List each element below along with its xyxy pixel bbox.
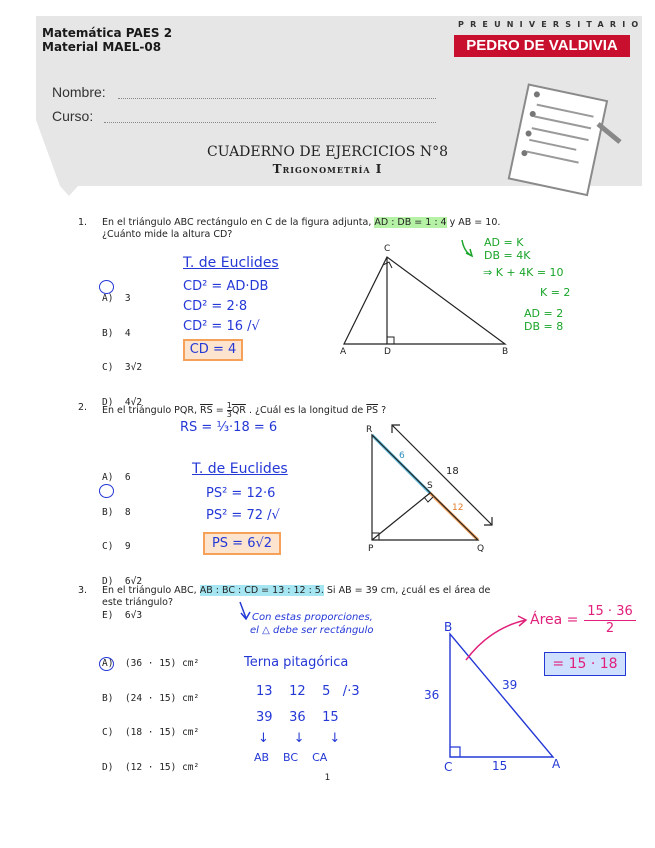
q1-green-6: DB = 8 [524, 320, 564, 333]
q3-option-d[interactable]: D) (12 · 15) cm² [102, 761, 200, 773]
q2-label-r: R [366, 425, 373, 435]
topic-subtitle: Trigonometría I [272, 162, 383, 176]
q1-label-c: C [384, 244, 391, 254]
page-number: 1 [324, 773, 331, 783]
q3-number: 3. [78, 585, 88, 596]
q2-note-top: RS = ⅓·18 = 6 [180, 420, 278, 435]
q1-note-l3: CD² = 16 /√ [183, 319, 260, 334]
q1-statement: En el triángulo ABC rectángulo en C de la figura adjunta, AD : DB = 1 : 4 y AB = 10. ¿Cuánto mide la altura CD? [102, 217, 501, 240]
q1-green-3: ⇒ K + 4K = 10 [483, 266, 564, 279]
cuaderno-title: CUADERNO DE EJERCICIOS N°8 [206, 144, 448, 160]
q3-area-fraction: 15 · 36 2 [584, 604, 636, 637]
q3-note-2: el △ debe ser rectángulo [250, 625, 374, 636]
q3-label-b: B [444, 620, 453, 634]
q1-option-b[interactable]: B) 4 [102, 327, 131, 339]
q3-statement: En el triángulo ABC, AB : BC : CD = 13 : 12 : 5. Si AB = 39 cm, ¿cuál es el área de este triángulo? [102, 585, 491, 608]
q1-green-2: DB = 4K [484, 249, 531, 262]
q2-label-p: P [368, 544, 374, 554]
course-title: Matemática PAES 2 Material MAEL-08 [42, 26, 173, 54]
q2-option-d[interactable]: D) 6√2 [102, 575, 143, 587]
q3-label-a: A [552, 757, 561, 771]
q1-answer-box: CD = 4 [183, 339, 243, 361]
q3-highlight: AB : BC : CD = 13 : 12 : 5. [199, 585, 324, 596]
nombre-label: Nombre: [52, 84, 106, 100]
q2-length-18: 18 [446, 466, 459, 477]
q2-label-s: S [427, 481, 433, 491]
q3-row-4: AB BC CA [254, 751, 328, 764]
q3-option-a[interactable]: A) (36 · 15) cm² [102, 658, 200, 669]
q3-side-15: 15 [492, 759, 508, 773]
curso-label: Curso: [52, 108, 94, 124]
q2-statement: En el triángulo PQR, $\overline{RS}$ = $\frac{1}{3}$ $\overline{QR}$ . ¿Cuál es la longitud de $\overline{PS}$ ? [102, 401, 387, 419]
q1-option-a[interactable]: A) 3 [102, 293, 131, 304]
q1-green-5: AD = 2 [524, 307, 564, 320]
brand-top: PREUNIVERSITARIO [458, 20, 645, 29]
q3-side-39: 39 [502, 678, 518, 692]
q2-label-q: Q [477, 544, 485, 554]
q2-option-b[interactable]: B) 8 [102, 506, 131, 518]
q2-option-e[interactable]: E) 6√3 [102, 610, 143, 621]
q3-terna: Terna pitagórica [244, 655, 349, 670]
q1-number: 1. [78, 217, 88, 228]
q2-length-6: 6 [399, 451, 405, 461]
q1-label-d: D [384, 347, 391, 357]
q2-note-l2: PS² = 72 /√ [206, 508, 280, 523]
q1-option-d[interactable]: D) 4√2 [102, 396, 143, 408]
q2-note-title: T. de Euclides [192, 461, 288, 477]
q1-highlight: AD : DB = 1 : 4 [374, 217, 447, 228]
q1-note-title: T. de Euclides [183, 255, 279, 271]
brand-logo: PEDRO DE VALDIVIA [454, 35, 630, 57]
q3-option-c[interactable]: C) (18 · 15) cm² [102, 727, 200, 738]
q2-option-c[interactable]: C) 9 [102, 541, 131, 552]
q2-length-12: 12 [452, 503, 464, 513]
q1-label-b: B [502, 347, 509, 357]
q3-side-36: 36 [424, 688, 440, 702]
q1-option-c[interactable]: C) 3√2 [102, 362, 143, 373]
q3-option-b[interactable]: B) (24 · 15) cm² [102, 692, 200, 704]
q3-area-label: Área = [530, 612, 579, 628]
q1-green-4: K = 2 [540, 286, 571, 299]
q1-note-l2: CD² = 2·8 [183, 299, 248, 314]
q3-row-2: 39 36 15 [256, 710, 339, 725]
q2-option-a[interactable]: A) 6 [102, 472, 131, 483]
q3-note-1: Con estas proporciones, [252, 612, 373, 623]
q2-note-l1: PS² = 12·6 [206, 486, 276, 501]
q3-area-result: = 15 · 18 [544, 652, 626, 676]
q3-row-3: ↓ ↓ ↓ [258, 731, 341, 746]
q3-row-1: 13 12 5 /·3 [256, 684, 360, 699]
q1-note-l1: CD² = AD·DB [183, 279, 269, 294]
q1-green-1: AD = K [484, 236, 524, 249]
q3-label-c: C [444, 760, 453, 774]
q2-answer-box: PS = 6√2 [203, 532, 281, 555]
q2-number: 2. [78, 402, 88, 413]
q1-label-a: A [340, 347, 347, 357]
